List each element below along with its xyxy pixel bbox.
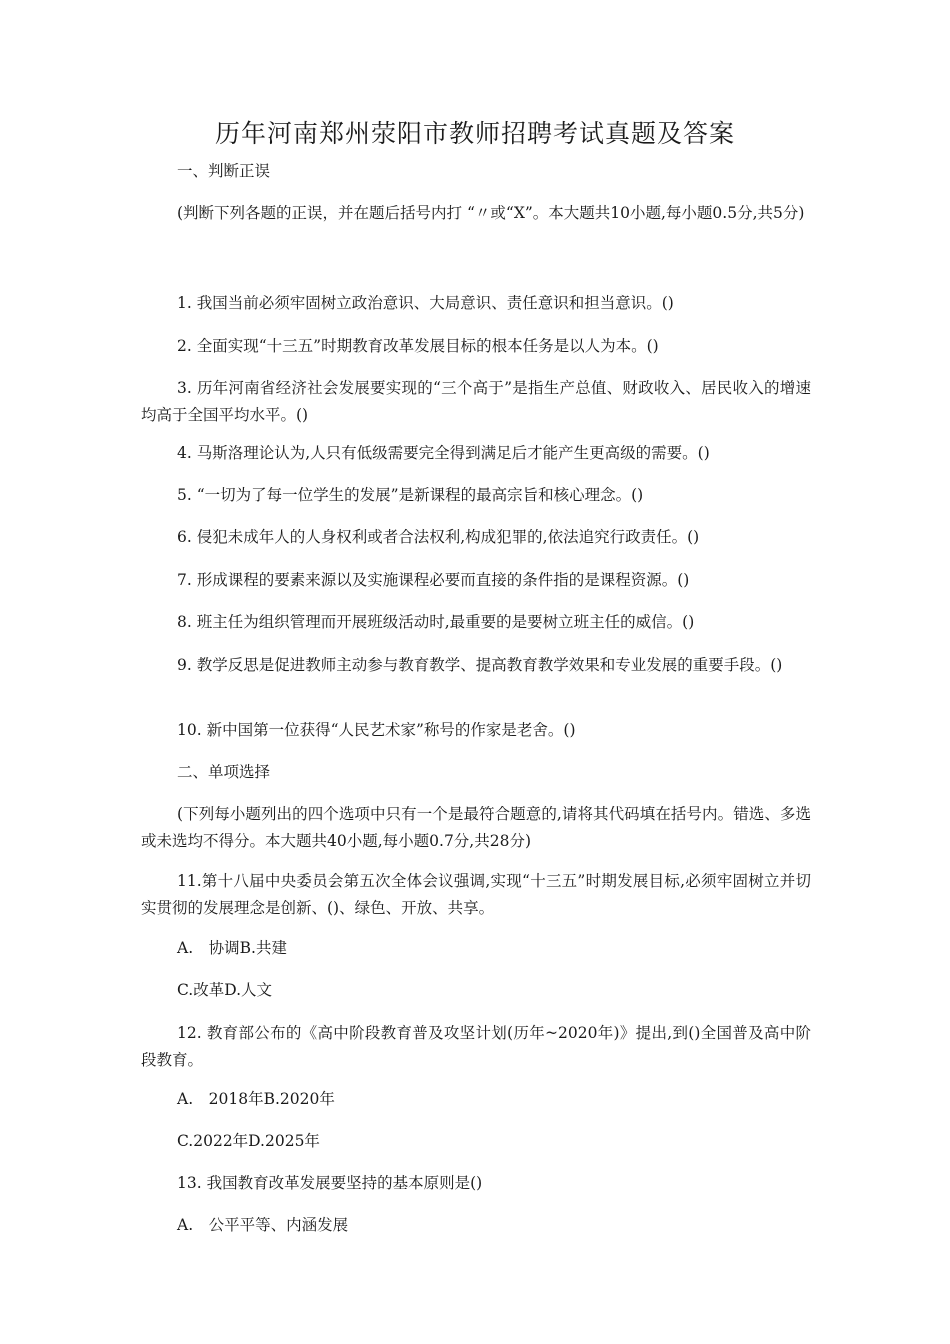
section1-heading: 一、判断正误 [177, 162, 271, 180]
question-9: 9. 教学反思是促进教师主动参与教育教学、提高教育教学效果和专业发展的重要手段。() [177, 656, 783, 674]
question-12-options-ab: A. 2018年B.2020年 [177, 1090, 335, 1108]
question-13-option-a: A. 公平平等、内涵发展 [177, 1216, 349, 1234]
question-1: 1. 我国当前必须牢固树立政治意识、大局意识、责任意识和担当意识。() [177, 294, 674, 312]
question-13: 13. 我国教育改革发展要坚持的基本原则是() [177, 1174, 483, 1192]
question-2: 2. 全面实现“十三五”时期教育改革发展目标的根本任务是以人为本。() [177, 337, 659, 355]
question-10: 10. 新中国第一位获得“人民艺术家”称号的作家是老舍。() [177, 721, 576, 739]
question-8: 8. 班主任为组织管理而开展班级活动时,最重要的是要树立班主任的威信。() [177, 613, 695, 631]
question-11: 11.第十八届中央委员会第五次全体会议强调,实现“十三五”时期发展目标,必须牢固树立并切实贯彻的发展理念是创新、()、绿色、开放、共享。 [141, 872, 811, 917]
question-12: 12. 教育部公布的《高中阶段教育普及攻坚计划(历年~2020年)》提出,到()全国普及高中阶段教育。 [141, 1024, 811, 1069]
question-11-options-ab: A. 协调B.共建 [177, 939, 287, 957]
section1-instructions: (判断下列各题的正误，并在题后括号内打 “〃或“X”。本大题共10小题,每小题0.5分,共5分) [177, 204, 805, 222]
page-title: 历年河南郑州荥阳市教师招聘考试真题及答案 [214, 119, 735, 148]
question-11-options-cd: C.改革D.人文 [177, 981, 273, 999]
question-4: 4. 马斯洛理论认为,人只有低级需要完全得到满足后才能产生更高级的需要。() [177, 444, 710, 462]
question-12-options-cd: C.2022年D.2025年 [177, 1132, 320, 1150]
question-7: 7. 形成课程的要素来源以及实施课程必要而直接的条件指的是课程资源。() [177, 571, 690, 589]
question-3: 3. 历年河南省经济社会发展要实现的“三个高于”是指生产总值、财政收入、居民收入的增速均高于全国平均水平。() [141, 379, 811, 424]
section2-instructions: (下列每小题列出的四个选项中只有一个是最符合题意的,请将其代码填在括号内。错选、多选或未选均不得分。本大题共40小题,每小题0.7分,共28分) [141, 805, 811, 850]
question-6: 6. 侵犯未成年人的人身权利或者合法权利,构成犯罪的,依法追究行政责任。() [177, 528, 700, 546]
question-5: 5. “一切为了每一位学生的发展”是新课程的最高宗旨和核心理念。() [177, 486, 644, 504]
section2-heading: 二、单项选择 [177, 763, 271, 781]
